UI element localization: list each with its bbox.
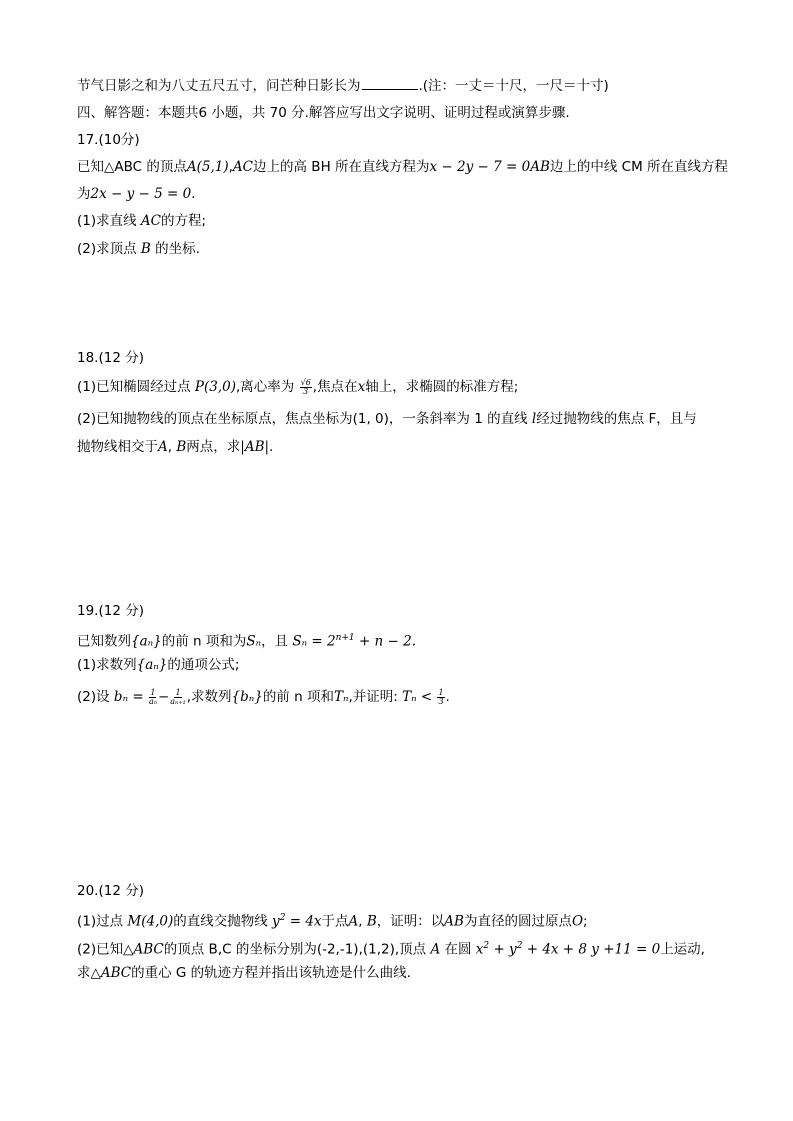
q17-text: , [228, 159, 233, 175]
q17-text: 的坐标. [150, 241, 200, 257]
q16-tail-note: .(注：一丈＝十尺，一尺＝十寸) [418, 78, 609, 94]
q19-math: Tₙ < [402, 689, 437, 705]
q17-text: 边上的高 BH 所在直线方程为 [253, 159, 430, 175]
q17-text: 的方程; [161, 213, 207, 229]
q17-math: AC [232, 159, 254, 175]
q17-heading: 17.(10分) [77, 132, 140, 148]
q20-math: △ABC [90, 965, 132, 981]
q17-math: AC [140, 213, 162, 229]
q18-text: , [167, 439, 177, 455]
q19-fraction-2: $\frac{1}{\text{aₙ₊₁}}$ [170, 687, 186, 706]
q20-exponent: 2 [279, 913, 286, 923]
q19-text: 的前 n 项和为 [161, 633, 247, 650]
q17-math: B [140, 241, 151, 257]
q20-exponent: 2 [483, 941, 490, 951]
q20-exponent: 2 [516, 941, 523, 951]
q19-text: 的通项公式; [167, 657, 240, 673]
q20-part2-line1 [77, 937, 705, 959]
q18-math: A [158, 439, 168, 455]
q19-part2 [77, 688, 450, 706]
q17-text: 边上的中线 CM 所在直线方程 [549, 159, 729, 175]
q18-text: (2)已知抛物线的顶点在坐标原点，焦点坐标为(1, 0)，一条斜率为 1 的直线 [77, 411, 532, 427]
q19-math: {bₙ} [231, 689, 263, 705]
q17-stem-line1 [77, 158, 728, 176]
q18-text: . [269, 439, 274, 455]
q18-math: |AB| [240, 439, 270, 455]
q20-math: = 4x [285, 913, 322, 930]
q20-math: M(4,0) [127, 913, 174, 930]
q19-heading: 19.(12 分) [77, 603, 144, 619]
q19-math: + n − 2. [354, 633, 417, 650]
q20-math: + 4x + 8 y +11 = 0 [522, 941, 661, 958]
q20-math: x [475, 941, 484, 958]
answer-blank [362, 76, 418, 90]
q18-part1 [77, 378, 518, 396]
q18-text: ,离心率为 [236, 379, 299, 395]
q17-part1 [77, 212, 206, 230]
q20-math: AB [444, 913, 464, 930]
q17-text: 为 [77, 186, 91, 202]
q19-fraction-3: $\frac{1}{3}$ [438, 687, 444, 706]
section-heading: 四、解答题：本题共6 小题，共 70 分.解答应写出文字说明、证明过程或演算步骤. [77, 105, 570, 121]
q18-math: l [531, 411, 537, 427]
q19-math: Sₙ [246, 633, 262, 650]
q18-math: B [176, 439, 187, 455]
q19-stem [77, 629, 416, 651]
q18-text: 两点，求 [186, 439, 241, 455]
q19-math: bₙ = [113, 689, 148, 705]
q19-text: 已知数列 [77, 633, 131, 650]
q20-math: A [430, 941, 441, 958]
q18-text: 抛物线相交于 [77, 439, 158, 455]
q19-math: − [157, 689, 170, 705]
q19-part1 [77, 656, 239, 674]
q17-math: 2x − y − 5 = 0. [90, 186, 196, 202]
q17-text: (2)求顶点 [77, 241, 141, 257]
q20-text: 于点 [321, 913, 349, 930]
q19-text: 的前 n 项和 [262, 689, 334, 705]
q20-math: △ABC [123, 941, 164, 958]
q20-text: 求 [77, 965, 91, 981]
q17-text: 已知△ABC 的顶点 [77, 159, 187, 175]
q17-part2 [77, 240, 200, 258]
q17-text: (1)求直线 [77, 213, 141, 229]
q19-math: Sₙ = 2 [292, 633, 336, 650]
q19-text: ,并证明: [348, 689, 403, 705]
q20-text: 上运动, [660, 941, 705, 958]
q19-math: Tₙ [333, 689, 349, 705]
q19-fraction-1: $\frac{1}{\text{aₙ}}$ [148, 687, 157, 706]
q18-text: 轴上，求椭圆的标准方程; [365, 379, 519, 395]
q20-math: + y [489, 941, 517, 958]
q19-text: ,求数列 [186, 689, 232, 705]
q18-part2-line1 [77, 410, 697, 428]
q17-math: AB [530, 159, 550, 175]
q20-text: (2)已知 [77, 941, 124, 958]
q16-tail-line [77, 76, 609, 95]
q20-text: 的顶点 B,C 的坐标分别为(-2,-1),(1,2),顶点 [163, 941, 431, 958]
q20-math: A [348, 913, 359, 930]
q20-part2-line2 [77, 964, 411, 982]
q19-text: (2)设 [77, 689, 114, 705]
q20-text: ，证明：以 [376, 913, 445, 930]
q18-math: P(3,0) [194, 379, 237, 395]
q19-exponent: n+1 [335, 633, 355, 643]
q18-math: x [357, 379, 366, 395]
q20-text: 为直径的圆过原点 [463, 913, 572, 930]
q19-math: {aₙ} [136, 657, 168, 673]
q19-text: (1)求数列 [77, 657, 137, 673]
q20-heading: 20.(12 分) [77, 883, 144, 899]
q17-stem-line2 [77, 185, 195, 203]
q20-math: O [571, 913, 584, 930]
q19-text: ，且 [261, 633, 293, 650]
q20-text: ; [583, 913, 588, 930]
q18-text: ,焦点在 [312, 379, 358, 395]
q20-text: , [358, 913, 367, 930]
q20-text: 在圆 [440, 941, 476, 958]
q17-math: A(5,1) [186, 159, 229, 175]
q20-part1 [77, 909, 588, 931]
q20-math: B [366, 913, 377, 930]
q20-text: 的直线交抛物线 [173, 913, 273, 930]
q18-part2-line2 [77, 438, 273, 456]
q17-math: x − 2y − 7 = 0 [429, 159, 531, 175]
q19-math: {aₙ} [131, 633, 162, 650]
q18-text: 经过抛物线的焦点 F，且与 [536, 411, 697, 427]
q19-text: . [445, 689, 450, 705]
q18-eccentricity-fraction: $\frac{√6}{3}$ [300, 377, 311, 396]
q20-text: (1)过点 [77, 913, 128, 930]
q18-heading: 18.(12 分) [77, 350, 144, 366]
q20-text: 的重心 G 的轨迹方程并指出该轨迹是什么曲线. [131, 965, 411, 981]
q20-math: y [272, 913, 280, 930]
q18-text: (1)已知椭圆经过点 [77, 379, 195, 395]
q16-tail-text: 节气日影之和为八丈五尺五寸，问芒种日影长为 [77, 78, 361, 94]
